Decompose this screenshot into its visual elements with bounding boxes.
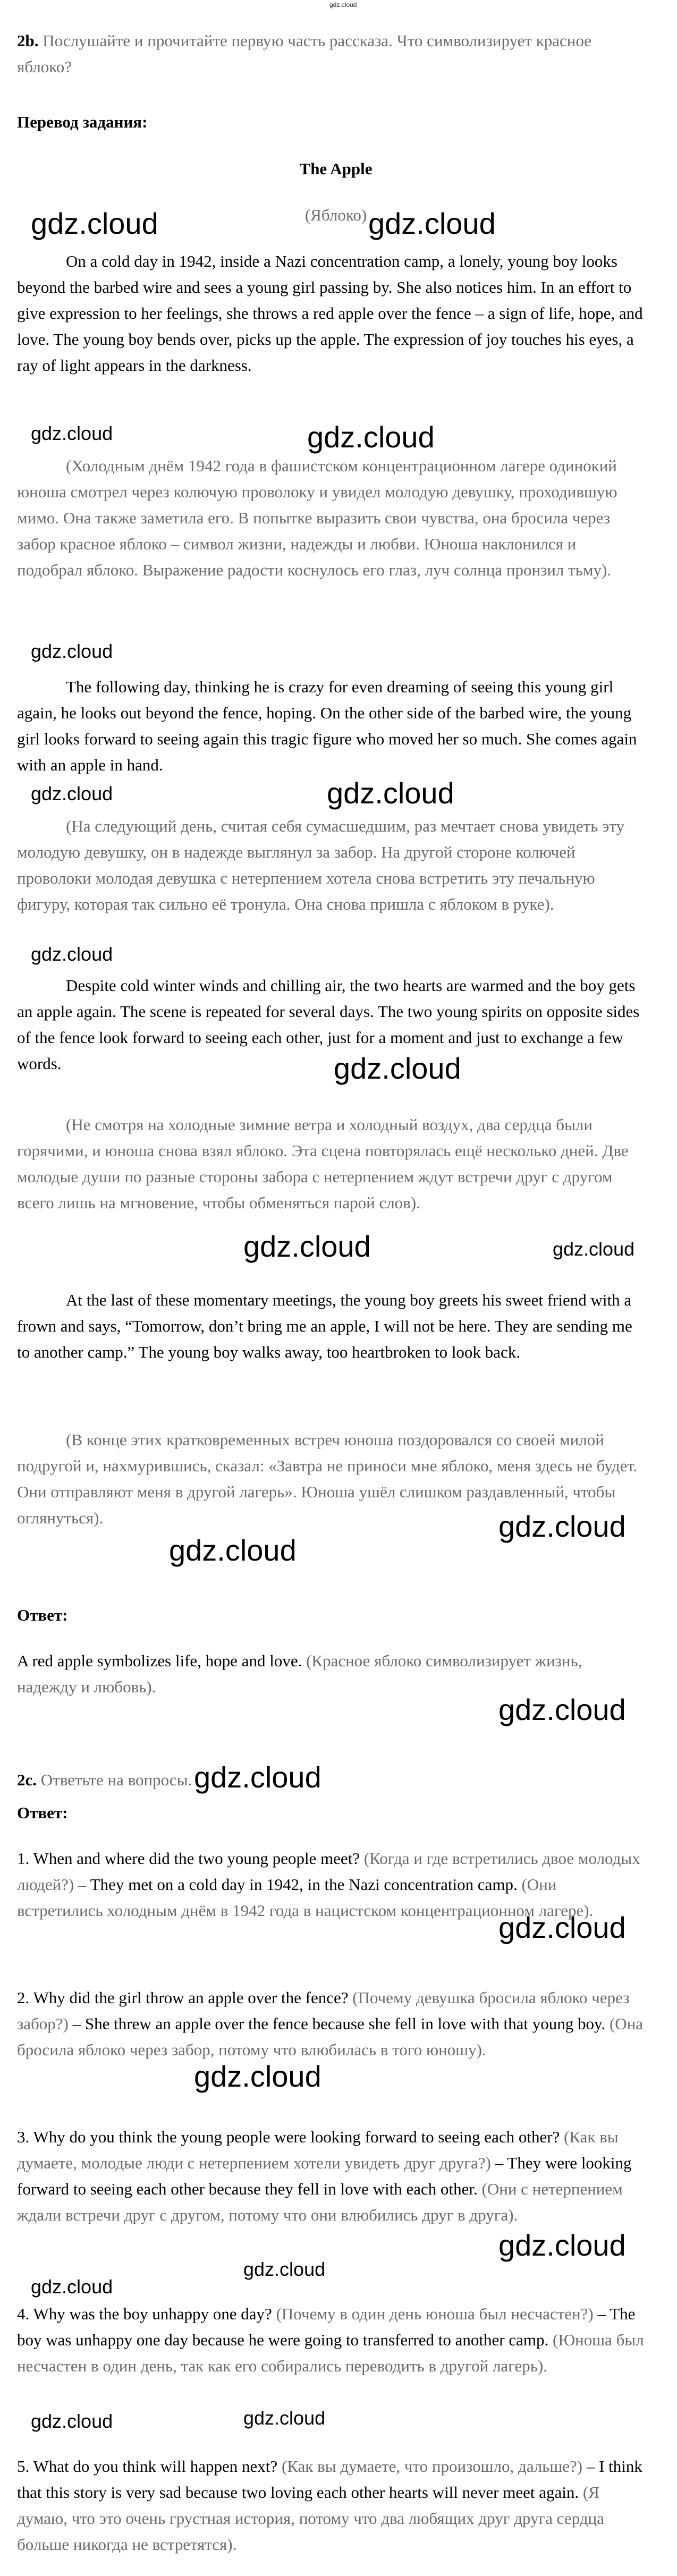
answer-label: Ответ: — [17, 1606, 68, 1624]
watermark: gdz.cloud — [31, 640, 113, 662]
watermark: gdz.cloud — [368, 207, 496, 240]
task-2c-header — [17, 1767, 192, 1793]
answer-label: Ответ: — [17, 1803, 68, 1822]
translation-label: Перевод задания: — [17, 113, 148, 131]
qa-item — [17, 2301, 644, 2379]
story-paragraph-en: The following day, thinking he is crazy for even dreaming of seeing this young girl again, he looks out beyond the fence, hoping. On the other side of the barbed wire, the young girl looks forward to seeing again this tragic figure who moved her so much. She comes again with an apple in hand. — [17, 677, 637, 774]
answer-2b-en: A red apple symbolizes life, hope and love. — [17, 1651, 302, 1670]
watermark: gdz.cloud — [307, 420, 435, 454]
task-2b-header — [17, 28, 649, 80]
story-paragraph-en: At the last of these momentary meetings, the young boy greets his sweet friend with a frown and says, “Tomorrow, don’t bring me an apple, I will not be here. They are sending me to another camp.” The young boy walks away, too heartbroken to look back. — [17, 1291, 632, 1361]
answer: – They met on a cold day in 1942, in the Nazi concentration camp. — [78, 1875, 518, 1894]
story-paragraph-ru: (На следующий день, считая себя сумасшедшим, раз мечтает снова увидеть эту молодую девушку, он в надежде выглянул за забор. На другой стороне колючей проволоки молодая девушка с нетерпением хотела снова встретить эту печальную фигуру, которая так сильно её тронула. Она снова пришла с яблоком в руке). — [17, 817, 625, 913]
story-paragraph-ru: (Не смотря на холодные зимние ветра и холодный воздух, два сердца были горячими, и юноша снова взял яблоко. Эта сцена повторялась ещё несколько дней. Две молодые души по разные стороны забора с нетерпением ждут встречи друг с другом всего лишь на мгновение, чтобы обменяться парой слов). — [17, 1115, 629, 1212]
watermark: gdz.cloud — [327, 776, 454, 810]
watermark: gdz.cloud — [194, 2060, 321, 2093]
question: 1. When and where did the two young people meet? — [17, 1849, 360, 1868]
question-ru: (Когда и где встретились двое молодых людей?) — [17, 1849, 640, 1894]
header-watermark: gdz.cloud — [329, 1, 357, 9]
qa-item — [17, 2453, 644, 2557]
answer-2b-ru: (Красное яблоко символизирует жизнь, надежду и любовь). — [17, 1651, 582, 1696]
qa-item — [17, 2124, 644, 2228]
task-2b-instruction: Послушайте и прочитайте первую часть рассказа. Что символизирует красное яблоко? — [17, 31, 592, 76]
answer: – I think that this story is very sad because two loving each other hearts will never meet again. — [17, 2457, 642, 2502]
question: 2. Why did the girl throw an apple over the fence? — [17, 1988, 349, 2007]
answer: – She threw an apple over the fence because she fell in love with that young boy. — [72, 2014, 606, 2033]
story-paragraph-ru: (В конце этих кратковременных встреч юноша поздоровался со своей милой подругой и, нахмурившись, сказал: «Завтра не приноси мне яблоко, меня здесь не будет. Они отправляют меня в другой лагерь». Юноша ушёл слишком раздавленный, чтобы оглянуться). — [17, 1430, 638, 1527]
answer-ru: (Юноша был несчастен в один день, так как его собирались переводить в другой лагерь). — [17, 2331, 644, 2375]
watermark: gdz.cloud — [553, 1238, 635, 1260]
watermark: gdz.cloud — [243, 2258, 326, 2280]
task-2c-number: 2c. — [17, 1770, 37, 1789]
watermark: gdz.cloud — [31, 207, 158, 240]
watermark: gdz.cloud — [31, 422, 113, 444]
story-title-ru: (Яблоко) — [304, 206, 367, 224]
watermark: gdz.cloud — [169, 1533, 297, 1567]
answer: – The boy was unhappy one day because he were going to transferred to another camp. — [17, 2304, 636, 2349]
task-2b-number: 2b. — [17, 31, 39, 50]
question: 5. What do you think will happen next? — [17, 2457, 278, 2476]
watermark: gdz.cloud — [243, 1230, 371, 1263]
story-paragraph-ru: (Холодным днём 1942 года в фашистском концентрационном лагере одинокий юноша смотрел через колючую проволоку и увидел молодую девушку, проходившую мимо. Она также заметила его. В попытке выразить свои чувства, она бросила через забор красное яблоко – символ жизни, надежды и любви. Юноша наклонился и подобрал яблоко. Выражение радости коснулось его глаз, луч солнца пронзил тьму). — [17, 456, 617, 579]
story-paragraph-en: Despite cold winter winds and chilling air, the two hearts are warmed and the boy gets an apple again. The scene is repeated for several days. The two young spirits on opposite sides of the fence look forward to seeing each other, just for a moment and just to exchange a few words. — [17, 976, 640, 1073]
watermark: gdz.cloud — [31, 783, 113, 804]
question-ru: (Почему в один день юноша был несчастен?) — [276, 2304, 594, 2323]
question-ru: (Как вы думаете, молодые люди с нетерпением хотели увидеть друг друга?) — [17, 2128, 619, 2172]
watermark: gdz.cloud — [31, 943, 113, 965]
watermark: gdz.cloud — [498, 2228, 626, 2262]
answer-ru: (Они встретились холодным днём в 1942 года в нацистском концентрационном лагере). — [17, 1875, 594, 1920]
question-ru: (Почему девушка бросила яблоко через забор?) — [17, 1988, 630, 2033]
watermark: gdz.cloud — [334, 1052, 461, 1085]
watermark: gdz.cloud — [194, 1760, 321, 1794]
watermark: gdz.cloud — [498, 1693, 626, 1726]
qa-item — [17, 1985, 644, 2063]
question: 3. Why do you think the young people were looking forward to seeing each other? — [17, 2128, 560, 2146]
watermark: gdz.cloud — [498, 1911, 626, 1944]
watermark: gdz.cloud — [31, 2410, 113, 2432]
answer: – They were looking forward to seeing each other because they fell in love with each other. — [17, 2154, 632, 2198]
answer-ru: (Я думаю, что это очень грустная история, потому что два любящих друг друга сердца больше никогда не встретятся). — [17, 2483, 604, 2554]
task-2c-instruction: Ответьте на вопросы. — [40, 1770, 192, 1789]
answer-ru: (Они с нетерпением ждали встречи друг с другом, потому что они влюбились друг в друга). — [17, 2180, 623, 2224]
watermark: gdz.cloud — [498, 1510, 626, 1543]
answer-ru: (Она бросила яблоко через забор, потому что влюбилась в того юношу). — [17, 2014, 644, 2059]
question-ru: (Как вы думаете, что произошло, дальше?) — [281, 2457, 583, 2476]
question: 4. Why was the boy unhappy one day? — [17, 2304, 272, 2323]
watermark: gdz.cloud — [31, 2276, 113, 2298]
story-title: The Apple — [299, 159, 373, 178]
story-paragraph-en: On a cold day in 1942, inside a Nazi concentration camp, a lonely, young boy looks beyond the barbed wire and sees a young girl passing by. She also notices him. In an effort to give expression to her feelings, she throws a red apple over the fence – a sign of life, hope, and love. The young boy bends over, picks up the apple. The expression of joy touches his eyes, a ray of light appears in the darkness. — [17, 252, 643, 375]
watermark: gdz.cloud — [243, 2407, 326, 2429]
